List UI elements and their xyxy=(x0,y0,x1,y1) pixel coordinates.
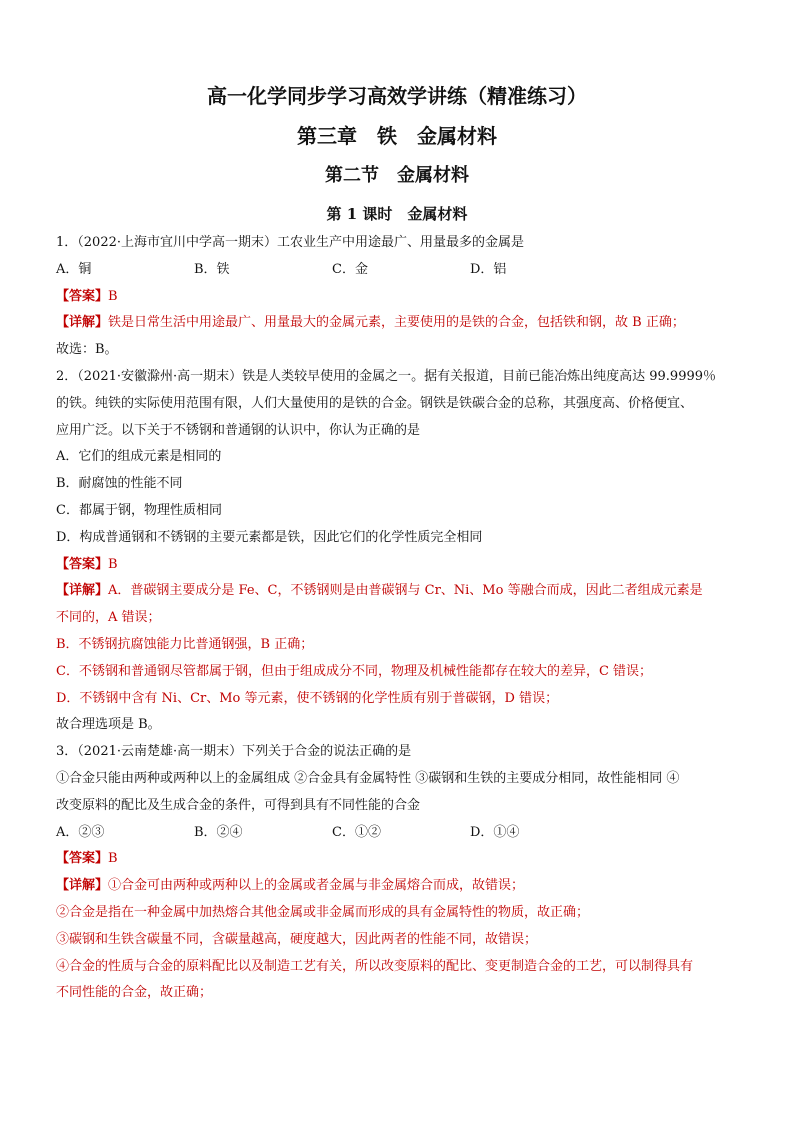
q1-options xyxy=(56,261,746,279)
detail-label: 【详解】 xyxy=(56,583,109,599)
q3-detail-2: ②合金是指在一种金属中加热熔合其他金属或非金属而形成的具有金属特性的物质，故正确； xyxy=(56,904,590,920)
q2-conclusion: 故合理选项是 B。 xyxy=(56,717,161,733)
answer-value: B xyxy=(108,851,118,867)
q1-conclusion: 故选：B。 xyxy=(56,342,118,358)
detail-label: 【详解】 xyxy=(56,315,109,331)
q2-detail-line2: 不同的，A 错误； xyxy=(56,610,161,626)
q1-answer xyxy=(56,288,746,306)
detail-label: 【详解】 xyxy=(56,878,109,894)
answer-label: 【答案】 xyxy=(56,556,109,572)
q2-option-a: A．它们的组成元素是相同的 xyxy=(56,449,222,465)
chapter-title: 第三章 铁 金属材料 xyxy=(297,124,497,148)
section-title: 第二节 金属材料 xyxy=(325,165,469,186)
q1-option-d: D．铝 xyxy=(470,261,507,277)
q2-stem-line1: 2．（2021·安徽滁州·高一期末）铁是人类较早使用的金属之一。据有关报道，目前已能冶炼出纯度高达 99.9999％ xyxy=(56,368,717,384)
series-title: 高一化学同步学习高效学讲练（精准练习） xyxy=(207,84,587,108)
q3-detail-1 xyxy=(56,877,746,895)
detail-text: A．普碳钢主要成分是 Fe、C，不锈钢则是由普碳钢与 Cr、Ni、Mo 等融合而成，因此二者组成元素是 xyxy=(108,583,703,599)
detail-text: ①合金可由两种或两种以上的金属或者金属与非金属熔合而成，故错误； xyxy=(108,878,525,894)
detail-text: 铁是日常生活中用途最广、用量最大的金属元素，主要使用的是铁的合金，包括铁和钢，故 B 正确； xyxy=(108,315,685,331)
q2-option-b: B．耐腐蚀的性能不同 xyxy=(56,476,183,492)
question-list xyxy=(56,234,746,1011)
q3-statements-line1: ①合金只能由两种或两种以上的金属组成 ②合金具有金属特性 ③碳钢和生铁的主要成分相同，故性能相同 ④ xyxy=(56,770,680,786)
q1-option-b: B．铁 xyxy=(194,261,230,277)
q2-stem-line2: 的铁。纯铁的实际使用范围有限，人们大量使用的是铁的合金。钢铁是铁碳合金的总称，其强度高、价格便宜、 xyxy=(56,395,694,411)
q3-stem: 3．（2021·云南楚雄·高一期末）下列关于合金的说法正确的是 xyxy=(56,744,412,760)
q3-option-a: A．②③ xyxy=(56,824,105,840)
q3-options xyxy=(56,824,746,842)
q3-option-b: B．②④ xyxy=(194,824,243,840)
q1-option-c: C．金 xyxy=(332,261,368,277)
answer-value: B xyxy=(108,556,118,572)
q2-detail-d: D．不锈钢中含有 Ni、Cr、Mo 等元素，使不锈钢的化学性质有别于普碳钢，D 错误； xyxy=(56,690,559,706)
q3-answer xyxy=(56,850,746,868)
q3-option-c: C．①② xyxy=(332,824,381,840)
answer-label: 【答案】 xyxy=(56,851,109,867)
q3-detail-4-line1: ④合金的性质与合金的原料配比以及制造工艺有关，所以改变原料的配比、变更制造合金的工艺，可以制得具有 xyxy=(56,958,694,974)
q3-option-d: D．①④ xyxy=(470,824,520,840)
q1-detail xyxy=(56,314,746,332)
q2-answer xyxy=(56,556,746,574)
q3-detail-3: ③碳钢和生铁含碳量不同，含碳量越高，硬度越大，因此两者的性能不同，故错误； xyxy=(56,931,538,947)
q2-option-c: C．都属于钢，物理性质相同 xyxy=(56,502,222,518)
q2-detail-b: B．不锈钢抗腐蚀能力比普通钢强，B 正确； xyxy=(56,636,314,652)
lesson-title: 第 1 课时 金属材料 xyxy=(326,205,468,223)
q2-stem-line3: 应用广泛。以下关于不锈钢和普通钢的认识中，你认为正确的是 xyxy=(56,422,421,438)
q2-detail-line1 xyxy=(56,582,746,600)
q2-option-d: D．构成普通钢和不锈钢的主要元素都是铁，因此它们的化学性质完全相同 xyxy=(56,529,483,545)
q3-statements-line2: 改变原料的配比及生成合金的条件，可得到具有不同性能的合金 xyxy=(56,797,421,813)
answer-value: B xyxy=(108,288,118,304)
answer-label: 【答案】 xyxy=(56,288,109,304)
q1-stem: 1．（2022·上海市宜川中学高一期末）工农业生产中用途最广、用量最多的金属是 xyxy=(56,235,524,250)
q3-detail-4-line2: 不同性能的合金，故正确； xyxy=(56,985,213,1001)
title-block xyxy=(0,82,794,225)
q1-option-a: A．铜 xyxy=(56,261,92,277)
q2-detail-c: C．不锈钢和普通钢尽管都属于钢，但由于组成成分不同，物理及机械性能都存在较大的差异，C 错误； xyxy=(56,663,653,679)
